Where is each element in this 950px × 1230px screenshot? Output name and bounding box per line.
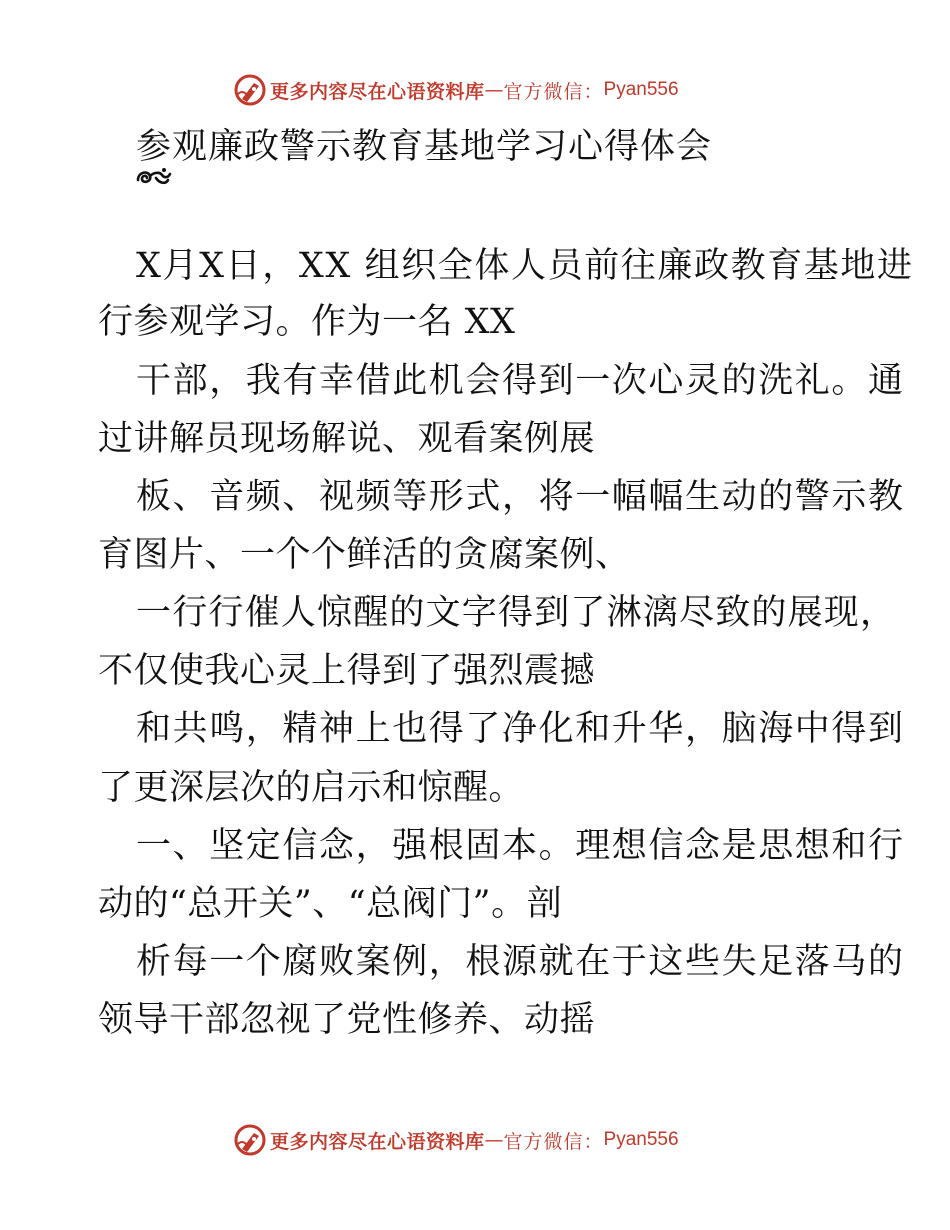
body-line: 和共鸣，精神上也得了净化和升华，脑海中得到: [136, 709, 905, 749]
pen-nib-logo-icon: [232, 72, 268, 108]
banner-wechat-id: Pyan556: [603, 1129, 679, 1150]
body-line: 育图片、一个个鲜活的贪腐案例、: [98, 535, 631, 575]
body-line: 干部，我有幸借此机会得到一次心灵的洗礼。通: [136, 361, 905, 401]
body-line: 行参观学习。作为一名 XX: [98, 302, 516, 342]
header-banner: [232, 70, 679, 110]
banner-separator: —: [484, 79, 504, 101]
body-line: 板、音频、视频等形式，将一幅幅生动的警示教: [136, 477, 905, 517]
body-line: 了更深层次的启示和惊醒。: [98, 768, 525, 808]
banner-separator: —: [484, 1129, 504, 1151]
document-title: 参观廉政警示教育基地学习心得体会: [136, 127, 713, 167]
body-line: X月X日，XX 组织全体人员前往廉政教育基地进: [136, 246, 914, 286]
body-line: 过讲解员现场解说、观看案例展: [98, 419, 596, 459]
body-line: 动的“总开关”、“总阀门”。剖: [98, 884, 563, 924]
body-line: 不仅使我心灵上得到了强烈震撼: [98, 651, 596, 691]
banner-brand-text: 更多内容尽在心语资料库: [270, 1130, 485, 1153]
body-line: 一、坚定信念，强根固本。理想信念是思想和行: [136, 826, 905, 866]
banner-wechat-label: 官方微信：: [503, 80, 604, 103]
banner-wechat-label: 官方微信：: [503, 1130, 604, 1153]
footer-banner: [232, 1120, 679, 1160]
pen-nib-logo-icon: [232, 1122, 268, 1158]
banner-wechat-id: Pyan556: [603, 79, 679, 100]
body-line: 领导干部忽视了党性修养、动摇: [98, 1000, 596, 1040]
body-line: 一行行催人惊醒的文字得到了淋漓尽致的展现，: [136, 593, 897, 633]
body-line: 析每一个腐败案例，根源就在于这些失足落马的: [136, 942, 905, 982]
decorative-swirl-icon: [134, 162, 172, 192]
banner-brand-text: 更多内容尽在心语资料库: [270, 80, 485, 103]
